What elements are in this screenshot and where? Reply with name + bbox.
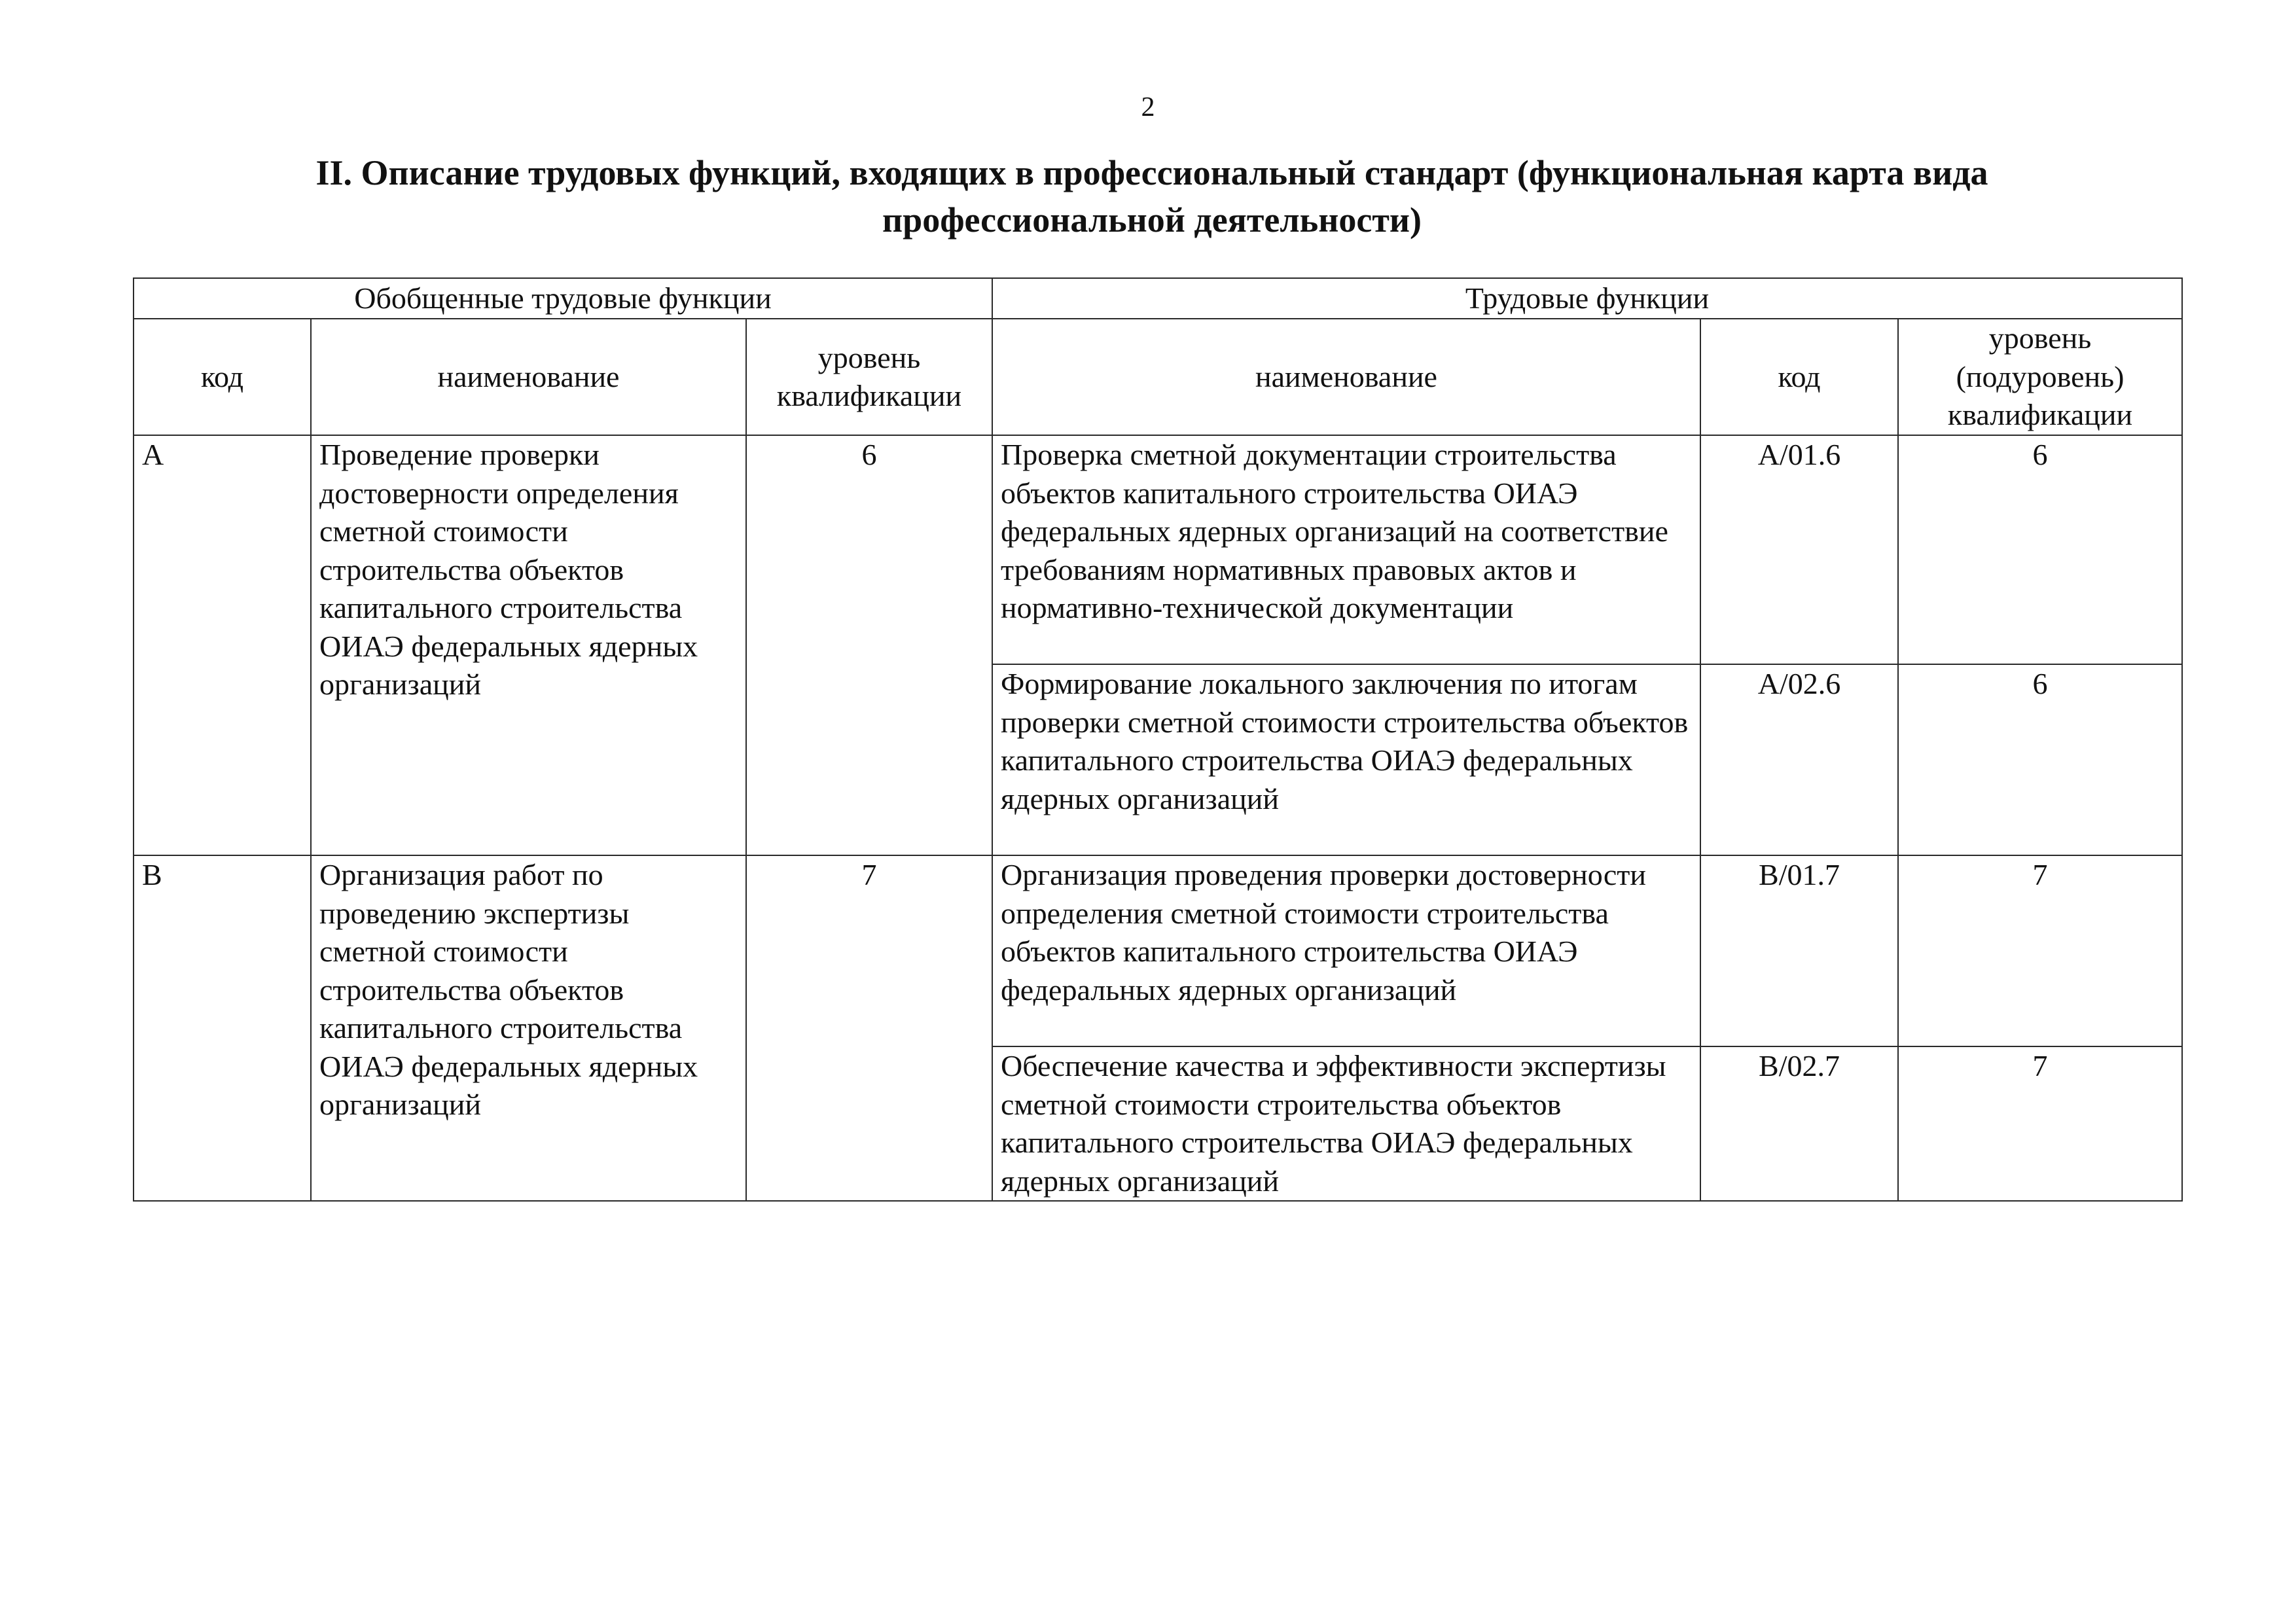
tf-code-cell: A/01.6 — [1700, 435, 1898, 664]
tf-code-cell: A/02.6 — [1700, 664, 1898, 855]
gf-name-cell: Проведение проверки достоверности определения сметной стоимости строительства объектов капитального строительства ОИАЭ федеральных ядерных организаций — [311, 435, 746, 855]
labor-functions-header: Трудовые функции — [992, 278, 2182, 319]
gf-level-cell: 7 — [746, 855, 992, 1201]
tf-level-header-line: квалификации — [1947, 398, 2133, 432]
tf-name-cell: Обеспечение качества и эффективности экспертизы сметной стоимости строительства объектов капитального строительства ОИАЭ федеральных ядерных организаций — [992, 1046, 1700, 1201]
gf-level-header-line: квалификации — [776, 379, 962, 412]
tf-code-cell: B/02.7 — [1700, 1046, 1898, 1201]
gf-name-cell: Организация работ по проведению экспертизы сметной стоимости строительства объектов капитального строительства ОИАЭ федеральных ядерных организаций — [311, 855, 746, 1201]
tf-code-header: код — [1700, 319, 1898, 435]
tf-name-cell: Формирование локального заключения по итогам проверки сметной стоимости строительства объектов капитального строительства ОИАЭ федеральных ядерных организаций — [992, 664, 1700, 855]
generalized-functions-header: Обобщенные трудовые функции — [134, 278, 992, 319]
table-row — [134, 855, 2182, 1046]
gf-level-header — [746, 319, 992, 435]
section-title-line-1: II. Описание трудовых функций, входящих в профессиональный стандарт (функциональная карта вида — [315, 153, 1988, 192]
gf-name-header: наименование — [311, 319, 746, 435]
tf-level-header-line: уровень — [1988, 321, 2092, 355]
tf-name-header: наименование — [992, 319, 1700, 435]
tf-code-cell: B/01.7 — [1700, 855, 1898, 1046]
tf-level-cell: 6 — [1898, 435, 2182, 664]
gf-level-header-line: уровень — [817, 340, 921, 374]
tf-level-cell: 7 — [1898, 1046, 2182, 1201]
section-title — [196, 149, 2108, 243]
column-header-row — [134, 319, 2182, 435]
gf-code-header: код — [134, 319, 311, 435]
tf-level-header — [1898, 319, 2182, 435]
tf-level-cell: 7 — [1898, 855, 2182, 1046]
gf-level-cell: 6 — [746, 435, 992, 855]
gf-code-cell: A — [134, 435, 311, 855]
tf-level-cell: 6 — [1898, 664, 2182, 855]
group-header-row — [134, 278, 2182, 319]
tf-name-cell: Организация проведения проверки достоверности определения сметной стоимости строительства объектов капитального строительства ОИАЭ федеральных ядерных организаций — [992, 855, 1700, 1046]
tf-level-header-line: (подуровень) — [1956, 359, 2125, 393]
tf-name-cell: Проверка сметной документации строительства объектов капитального строительства ОИАЭ федеральных ядерных организаций на соответствие требованиям нормативных правовых актов и нормативно-технической документации — [992, 435, 1700, 664]
page-number: 2 — [1141, 92, 1155, 122]
functional-map-table — [133, 277, 2183, 1202]
section-title-line-2: профессиональной деятельности) — [882, 200, 1422, 240]
gf-code-cell: B — [134, 855, 311, 1201]
table-row — [134, 435, 2182, 664]
